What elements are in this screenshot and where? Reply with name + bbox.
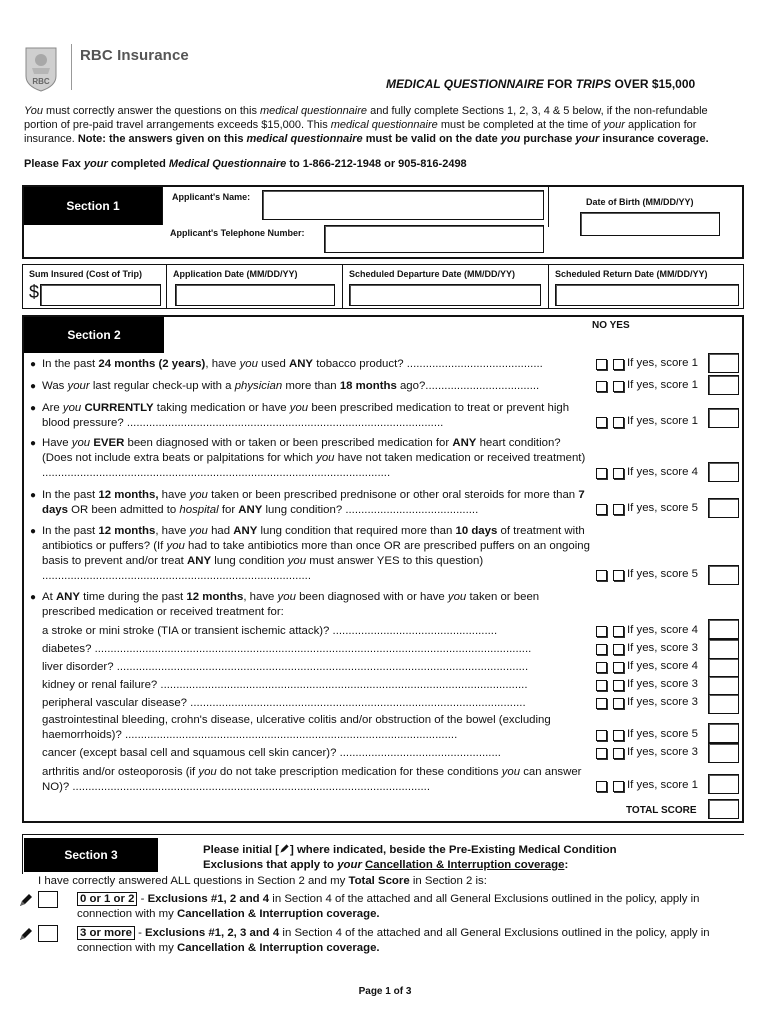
liver-yes-checkbox[interactable] <box>613 662 624 673</box>
bullet: ● <box>30 526 37 537</box>
q5-no-checkbox[interactable] <box>596 504 607 515</box>
cancer-yes-checkbox[interactable] <box>613 748 624 759</box>
bullet: ● <box>30 403 37 414</box>
question-conditions-intro: At ANY time during the past 12 months, have you been diagnosed with or have you taken or been prescribed medication or received treatment for: <box>42 591 540 618</box>
sum-insured-label: Sum Insured (Cost of Trip) <box>29 269 143 279</box>
gi-score-input[interactable] <box>708 723 739 743</box>
application-date-label: Application Date (MM/DD/YY) <box>173 269 298 279</box>
stroke-score-input[interactable] <box>708 619 739 639</box>
liver-score-input[interactable] <box>708 658 739 678</box>
no-yes-header: NO YES <box>592 320 630 331</box>
condition-gastrointestinal: gastrointestinal bleeding, crohn's disease, ulcerative colitis and/or obstruction of the bowel (excluding haemorrhoids)? ......................................................................................................... <box>42 714 551 741</box>
q5-score-input[interactable] <box>708 498 739 518</box>
dob-divider <box>548 187 549 227</box>
question-steroids: In the past 12 months, have you taken or been prescribed prednisone or other oral steroids for more than 7 days OR been admitted to hospital for ANY lung condition? .......................................... <box>42 489 585 516</box>
page-title: MEDICAL QUESTIONNAIRE FOR TRIPS OVER $15,000 <box>386 77 696 91</box>
bullet: ● <box>30 359 37 370</box>
return-date-label: Scheduled Return Date (MM/DD/YY) <box>555 269 708 279</box>
kidney-no-checkbox[interactable] <box>596 680 607 691</box>
departure-date-input[interactable] <box>349 284 541 306</box>
cancer-score-label: If yes, score 3 <box>627 746 698 758</box>
q3-yes-checkbox[interactable] <box>613 417 624 428</box>
arthritis-score-label: If yes, score 1 <box>627 779 698 791</box>
q1-score-label: If yes, score 1 <box>627 357 698 369</box>
section3-tab: Section 3 <box>24 838 158 872</box>
vascular-score-label: If yes, score 3 <box>627 696 698 708</box>
q6-score-label: If yes, score 5 <box>627 568 698 580</box>
q3-no-checkbox[interactable] <box>596 417 607 428</box>
dob-label: Date of Birth (MM/DD/YY) <box>586 197 694 207</box>
diabetes-yes-checkbox[interactable] <box>613 644 624 655</box>
stroke-yes-checkbox[interactable] <box>613 626 624 637</box>
q5-score-label: If yes, score 5 <box>627 502 698 514</box>
section3-left-rule <box>22 834 23 874</box>
currency-symbol: $ <box>29 282 40 302</box>
q4-no-checkbox[interactable] <box>596 468 607 479</box>
score-range-3-plus: 3 or more <box>77 926 135 940</box>
applicant-name-input[interactable] <box>262 190 544 220</box>
condition-cancer: cancer (except basal cell and squamous cell skin cancer)? ................................................... <box>42 747 501 759</box>
vascular-yes-checkbox[interactable] <box>613 698 624 709</box>
section3-heading: Please initial [ ] where indicated, beside the Pre-Existing Medical Condition Exclusions that apply to your Cancellation & Interruption coverage: <box>203 844 617 871</box>
q6-no-checkbox[interactable] <box>596 570 607 581</box>
applicant-name-label: Applicant's Name: <box>172 192 251 202</box>
return-date-cell <box>549 265 743 308</box>
intro-paragraph: You must correctly answer the questions on this medical questionnaire and fully complete Sections 1, 2, 3, 4 & 5 below, if the non-refundable portion of pre-paid travel arrangements exceeds $15,000. This medical questionnaire must be completed at the time of your application for insurance. Note: the answers given on this medical questionnaire must be valid on the date you purchase your insurance coverage. <box>24 105 709 145</box>
condition-kidney: kidney or renal failure? .................................................................................................................... <box>42 679 528 691</box>
diabetes-score-input[interactable] <box>708 639 739 659</box>
q1-score-input[interactable] <box>708 353 739 373</box>
arthritis-yes-checkbox[interactable] <box>613 781 624 792</box>
kidney-score-label: If yes, score 3 <box>627 678 698 690</box>
liver-score-label: If yes, score 4 <box>627 660 698 672</box>
initial-box-option2[interactable] <box>38 925 58 942</box>
bullet: ● <box>30 381 37 392</box>
q4-score-label: If yes, score 4 <box>627 466 698 478</box>
dob-input[interactable] <box>580 212 720 236</box>
section3-top-rule <box>22 834 744 835</box>
q6-yes-checkbox[interactable] <box>613 570 624 581</box>
application-date-input[interactable] <box>175 284 335 306</box>
gi-yes-checkbox[interactable] <box>613 730 624 741</box>
rbc-shield-logo <box>22 46 60 92</box>
gi-score-label: If yes, score 5 <box>627 728 698 740</box>
condition-vascular: peripheral vascular disease? .......................................................................................................... <box>42 697 526 709</box>
vascular-score-input[interactable] <box>708 694 739 714</box>
page-number: Page 1 of 3 <box>358 986 412 997</box>
kidney-score-input[interactable] <box>708 676 739 696</box>
question-heart: Have you EVER been diagnosed with or taken or been prescribed medication for ANY heart condition? (Does not include extra beats or palpitations for which you have not taken medication or received treatment) .............................................................................................................. <box>42 437 586 479</box>
option-score-0-2: 0 or 1 or 2 - Exclusions #1, 2 and 4 in Section 4 of the attached and all General Exclusions outlined in the policy, apply in connection with my Cancellation & Interruption coverage. <box>77 893 700 920</box>
phone-label: Applicant's Telephone Number: <box>170 228 305 238</box>
section2-tab: Section 2 <box>24 317 164 353</box>
sum-insured-cell <box>23 265 167 308</box>
bullet: ● <box>30 490 37 501</box>
logo-divider <box>71 44 72 90</box>
kidney-yes-checkbox[interactable] <box>613 680 624 691</box>
q1-yes-checkbox[interactable] <box>613 359 624 370</box>
vascular-no-checkbox[interactable] <box>596 698 607 709</box>
question-lung: In the past 12 months, have you had ANY lung condition that required more than 10 days of treatment with antibiotics or puffers? (If you had to take antibiotics more than once OR are prescribed puffers on an ongoing basis to prevent and/or treat ANY lung condition you must answer YES to this question) ..................................................................................... <box>42 525 590 582</box>
bullet: ● <box>30 592 37 603</box>
arthritis-score-input[interactable] <box>708 774 739 794</box>
fax-instruction: Please Fax your completed Medical Questionnaire to 1-866-212-1948 or 905-816-2498 <box>24 158 467 170</box>
phone-input[interactable] <box>324 225 544 253</box>
q4-score-input[interactable] <box>708 462 739 482</box>
q5-yes-checkbox[interactable] <box>613 504 624 515</box>
q3-score-label: If yes, score 1 <box>627 415 698 427</box>
sum-insured-input[interactable] <box>40 284 161 306</box>
bullet: ● <box>30 438 37 449</box>
brand-name: RBC Insurance <box>80 47 189 64</box>
total-score-input[interactable] <box>708 799 739 819</box>
q2-yes-checkbox[interactable] <box>613 381 624 392</box>
total-score-statement: I have correctly answered ALL questions in Section 2 and my Total Score in Section 2 is: <box>38 875 487 887</box>
condition-stroke: a stroke or mini stroke (TIA or transient ischemic attack)? .................................................... <box>42 625 498 637</box>
departure-date-cell <box>343 265 549 308</box>
stroke-score-label: If yes, score 4 <box>627 624 698 636</box>
condition-arthritis: arthritis and/or osteoporosis (if you do not take prescription medication for these conditions you can answer NO)? ................................................................................................................. <box>42 766 582 793</box>
cancer-no-checkbox[interactable] <box>596 748 607 759</box>
q1-no-checkbox[interactable] <box>596 359 607 370</box>
condition-liver: liver disorder? .................................................................................................................................. <box>42 661 529 673</box>
question-checkup: Was your last regular check-up with a physician more than 18 months ago?.................................... <box>42 380 540 392</box>
trip-details-row <box>22 264 744 309</box>
pencil-icon <box>18 926 34 942</box>
question-tobacco: In the past 24 months (2 years), have you used ANY tobacco product? ........................................... <box>42 358 543 370</box>
q6-score-input[interactable] <box>708 565 739 585</box>
liver-no-checkbox[interactable] <box>596 662 607 673</box>
initial-box-option1[interactable] <box>38 891 58 908</box>
departure-date-label: Scheduled Departure Date (MM/DD/YY) <box>349 269 516 279</box>
pencil-icon <box>279 843 290 854</box>
score-range-0-2: 0 or 1 or 2 <box>77 892 137 906</box>
application-date-cell <box>167 265 343 308</box>
q4-yes-checkbox[interactable] <box>613 468 624 479</box>
section1-tab: Section 1 <box>24 187 162 225</box>
shield-text: RBC <box>32 77 50 86</box>
arthritis-no-checkbox[interactable] <box>596 781 607 792</box>
diabetes-no-checkbox[interactable] <box>596 644 607 655</box>
total-score-label: TOTAL SCORE <box>626 805 697 816</box>
q3-score-input[interactable] <box>708 408 739 428</box>
diabetes-score-label: If yes, score 3 <box>627 642 698 654</box>
gi-no-checkbox[interactable] <box>596 730 607 741</box>
q2-no-checkbox[interactable] <box>596 381 607 392</box>
q2-score-input[interactable] <box>708 375 739 395</box>
return-date-input[interactable] <box>555 284 739 306</box>
option-score-3-plus: 3 or more - Exclusions #1, 2, 3 and 4 in Section 4 of the attached and all General Exclusions outlined in the policy, apply in connection with my Cancellation & Interruption coverage. <box>77 927 710 954</box>
pencil-icon <box>18 892 34 908</box>
condition-diabetes: diabetes? .......................................................................................................................................... <box>42 643 532 655</box>
stroke-no-checkbox[interactable] <box>596 626 607 637</box>
cancer-score-input[interactable] <box>708 743 739 763</box>
q2-score-label: If yes, score 1 <box>627 379 698 391</box>
question-blood-pressure: Are you CURRENTLY taking medication or have you been prescribed medication to treat or prevent high blood pressure? .................................................................................................... <box>42 402 570 429</box>
section1-divider <box>162 187 163 225</box>
